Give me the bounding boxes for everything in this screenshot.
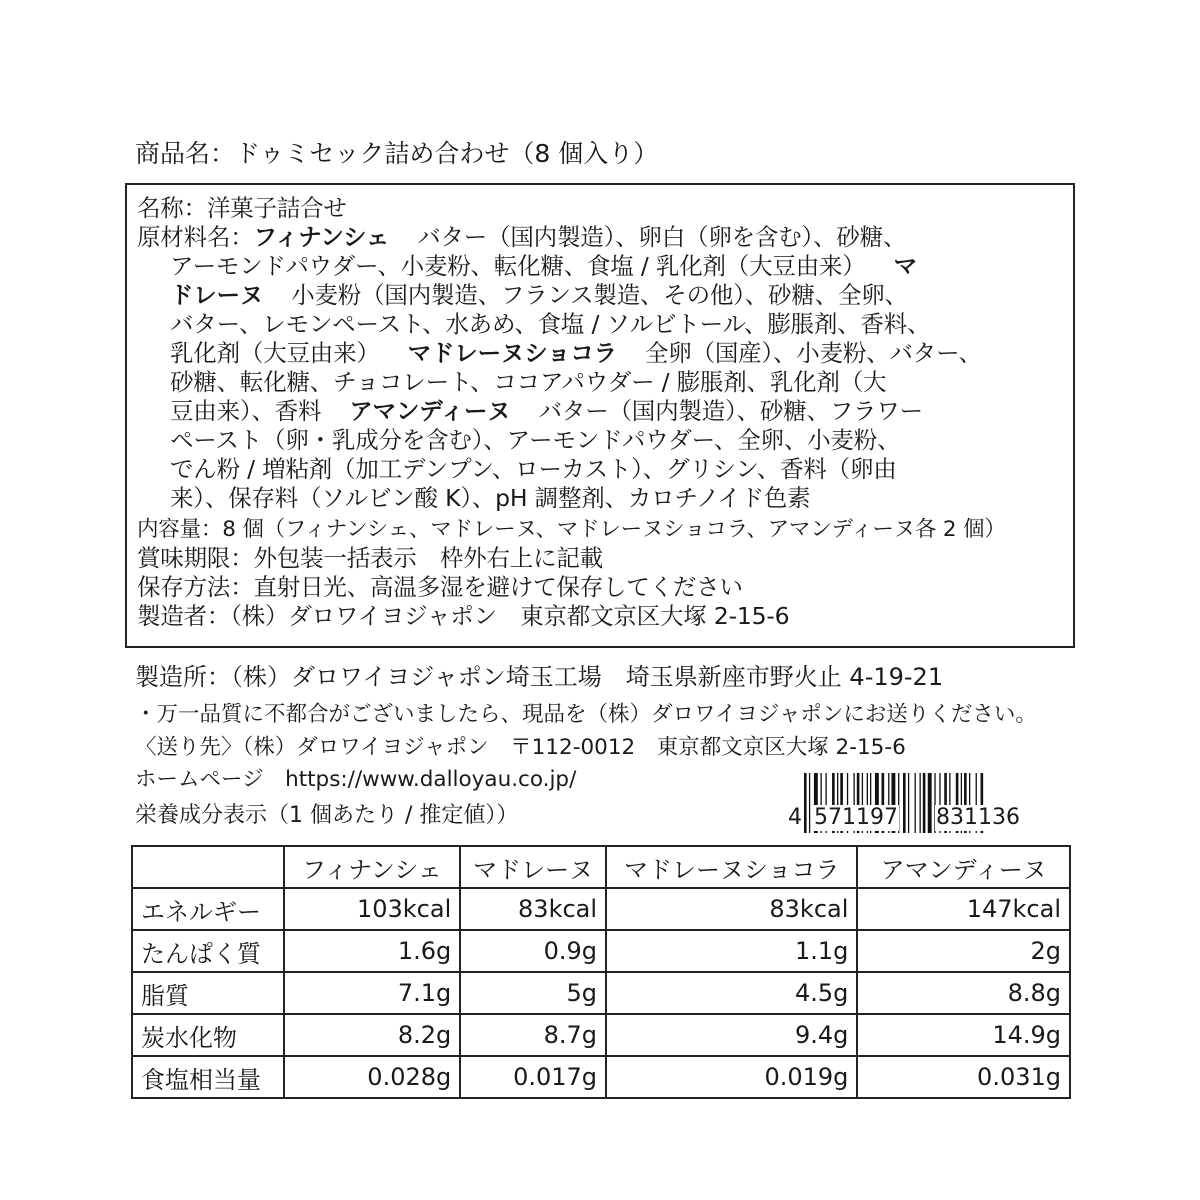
ingredients-line-10: 来）、保存料（ソルビン酸 K）、pH 調整剤、カロチノイド色素 <box>170 484 811 512</box>
cell-value: 147kcal <box>857 888 1070 930</box>
notice-line: ・万一品質に不都合がございましたら、現品を（株）ダロワイヨジャポンにお送りください。 <box>135 702 1037 727</box>
homepage-line: ホームページ https://www.dalloyau.co.jp/ <box>135 767 577 792</box>
ingredients-line-1: 原材料名：フィナンシェ バター（国内製造）、卵白（卵を含む）、砂糖、 <box>137 223 907 251</box>
cell-value: 0.031g <box>857 1056 1070 1098</box>
ingredients-line-7: 豆由来）、香料 アマンディーヌ バター（国内製造）、砂糖、フラワー <box>170 397 923 425</box>
nutrition-header-row <box>132 846 1070 888</box>
table-row <box>132 888 1070 930</box>
table-row <box>132 930 1070 972</box>
barcode-right-group: 831136 <box>936 805 1020 830</box>
factory-line: 製造所：（株）ダロワイヨジャポン埼玉工場 埼玉県新座市野火止 4-19-21 <box>135 663 944 691</box>
table-row <box>132 1056 1070 1098</box>
barcode-left-group: 571197 <box>814 805 898 830</box>
cell-value: 103kcal <box>284 888 461 930</box>
cell-value: 0.019g <box>606 1056 857 1098</box>
ingredients-line-4: バター、レモンペースト、水あめ、食塩 / ソルビトール、膨脹剤、香料、 <box>170 310 931 338</box>
cell-value: 7.1g <box>284 972 461 1014</box>
ingredients-line-9: でん粉 / 増粘剤（加工デンプン、ローカスト）、グリシン、香料（卵由 <box>170 455 897 483</box>
header-amandine: アマンディーヌ <box>857 846 1070 888</box>
send-to-line: 〈送り先〉（株）ダロワイヨジャポン 〒112-0012 東京都文京区大塚 2-15-6 <box>135 735 906 760</box>
best-before-line: 賞味期限：外包装一括表示 枠外右上に記載 <box>137 544 603 572</box>
cell-value: 8.7g <box>460 1014 606 1056</box>
cell-value: 14.9g <box>857 1014 1070 1056</box>
cell-value: 83kcal <box>460 888 606 930</box>
cell-value: 2g <box>857 930 1070 972</box>
cell-value: 1.1g <box>606 930 857 972</box>
cell-value: 8.8g <box>857 972 1070 1014</box>
cell-value: 0.028g <box>284 1056 461 1098</box>
table-row <box>132 1014 1070 1056</box>
cell-value: 8.2g <box>284 1014 461 1056</box>
product-name: 商品名：ドゥミセック詰め合わせ（8 個入り） <box>135 139 659 168</box>
row-label: 脂質 <box>132 972 284 1014</box>
storage-line: 保存方法：直射日光、高温多湿を避けて保存してください <box>137 573 743 601</box>
item-name-line: 名称：洋菓子詰合せ <box>137 194 347 222</box>
cell-value: 9.4g <box>606 1014 857 1056</box>
cell-value: 4.5g <box>606 972 857 1014</box>
header-financier: フィナンシェ <box>284 846 461 888</box>
row-label: たんぱく質 <box>132 930 284 972</box>
header-empty <box>132 846 284 888</box>
header-madeleine: マドレーヌ <box>460 846 606 888</box>
nutrition-title: 栄養成分表示（1 個あたり / 推定値）） <box>135 803 519 828</box>
ingredients-line-6: 砂糖、転化糖、チョコレート、ココアパウダー / 膨脹剤、乳化剤（大 <box>170 368 887 396</box>
barcode-first-digit: 4 <box>788 805 802 830</box>
table-row <box>132 972 1070 1014</box>
row-label: 炭水化物 <box>132 1014 284 1056</box>
contents-line: 内容量：8 個（フィナンシェ、マドレーヌ、マドレーヌショコラ、アマンディーヌ各 2 個） <box>137 517 1006 542</box>
nutrition-table <box>131 845 1071 1099</box>
cell-value: 0.9g <box>460 930 606 972</box>
product-spec-box <box>125 183 1075 648</box>
row-label: 食塩相当量 <box>132 1056 284 1098</box>
cell-value: 1.6g <box>284 930 461 972</box>
ingredients-line-5: 乳化剤（大豆由来） マドレーヌショコラ 全卵（国産）、小麦粉、バター、 <box>170 339 982 367</box>
ingredients-line-3: ドレーヌ 小麦粉（国内製造、フランス製造、その他）、砂糖、全卵、 <box>170 281 908 309</box>
ingredients-line-2: アーモンドパウダー、小麦粉、転化糖、食塩 / 乳化剤（大豆由来） マ <box>170 252 917 280</box>
header-madeleine-chocolat: マドレーヌショコラ <box>606 846 857 888</box>
cell-value: 83kcal <box>606 888 857 930</box>
row-label: エネルギー <box>132 888 284 930</box>
cell-value: 5g <box>460 972 606 1014</box>
cell-value: 0.017g <box>460 1056 606 1098</box>
ingredients-line-8: ペースト（卵・乳成分を含む）、アーモンドパウダー、全卵、小麦粉、 <box>170 426 901 454</box>
manufacturer-line: 製造者：（株）ダロワイヨジャポン 東京都文京区大塚 2-15-6 <box>137 602 790 630</box>
